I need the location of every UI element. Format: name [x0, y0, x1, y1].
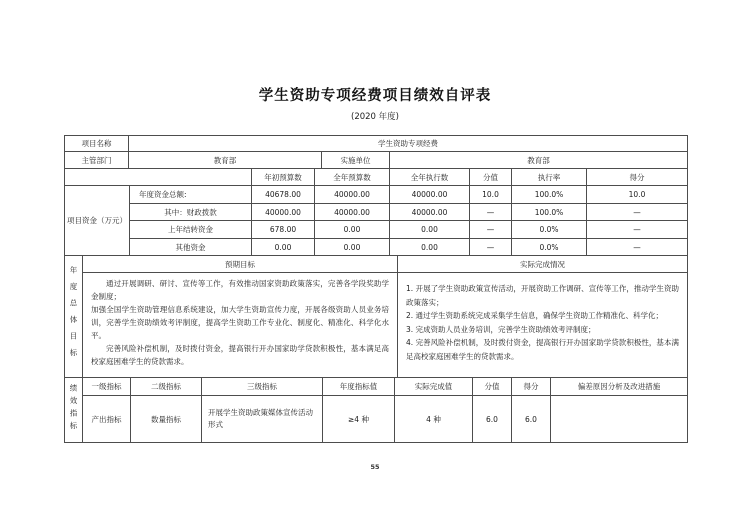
funds-cell-initial: 0.00 [252, 239, 315, 256]
funds-cell-points: — [470, 204, 512, 221]
department-row [65, 152, 688, 169]
indicators-table [64, 377, 688, 443]
funds-cell-annual: 0.00 [315, 239, 390, 256]
expected-goal-text [83, 273, 398, 378]
funds-row-label: 上年结转资金 [130, 221, 252, 239]
funds-cell-score: 10.0 [587, 186, 688, 204]
indicators-header-points: 分值 [473, 378, 512, 396]
indicators-header-annual-target: 年度指标值 [323, 378, 395, 396]
actual-completion-text [398, 273, 688, 378]
actual-completion-item-1: 1. 开展了学生资助政策宣传活动，开展资助工作调研、宣传等工作，推动学生资助政策落实； [406, 284, 679, 307]
implementer-value: 教育部 [390, 152, 688, 169]
actual-completion-header: 实际完成情况 [398, 256, 688, 273]
indicator-actual-value: 4 种 [395, 396, 473, 443]
funds-cell-initial: 678.00 [252, 221, 315, 239]
funds-header-exec-rate: 执行率 [512, 169, 587, 186]
funds-cell-annual: 0.00 [315, 221, 390, 239]
funds-cell-annual: 40000.00 [315, 186, 390, 204]
indicators-header-level1: 一级指标 [83, 378, 131, 396]
funds-table [64, 168, 688, 256]
funds-row-label: 其他资金 [130, 239, 252, 256]
funds-cell-initial: 40678.00 [252, 186, 315, 204]
annual-goal-section-label [65, 256, 83, 378]
funds-row-total [65, 186, 688, 204]
basic-info-table [64, 135, 688, 169]
funds-header-empty-cell [65, 169, 252, 186]
indicators-header-row [65, 378, 688, 396]
expected-goal-paragraph-3: 完善风险补偿机制，及时拨付资金，提高银行开办国家助学贷款积极性，基本满足高校家庭困难学生的贷款需求。 [91, 344, 389, 366]
funds-cell-points: — [470, 239, 512, 256]
funds-cell-exec-rate: 0.0% [512, 239, 587, 256]
funds-header-annual-budget: 全年预算数 [315, 169, 390, 186]
funds-header-points: 分值 [470, 169, 512, 186]
indicator-score-value: 6.0 [512, 396, 551, 443]
indicator-row [65, 396, 688, 443]
indicators-header-level3: 三级指标 [202, 378, 323, 396]
funds-cell-exec-rate: 100.0% [512, 204, 587, 221]
goal-header-row [65, 256, 688, 273]
annual-goal-vertical-text: 年度总体目标 [69, 265, 78, 365]
funds-cell-initial: 40000.00 [252, 204, 315, 221]
indicators-vertical-text: 绩效指标 [69, 383, 78, 434]
funds-cell-executed: 0.00 [390, 239, 470, 256]
supervisor-value: 教育部 [129, 152, 322, 169]
indicators-header-level2: 二级指标 [131, 378, 202, 396]
implementer-label: 实施单位 [322, 152, 390, 169]
indicator-level1-value: 产出指标 [83, 396, 131, 443]
indicators-header-actual-value: 实际完成值 [395, 378, 473, 396]
indicator-level3-value: 开展学生资助政策媒体宣传活动形式 [202, 396, 323, 443]
actual-completion-item-3: 3. 完成资助人员业务培训，完善学生资助绩效考评制度； [406, 324, 596, 334]
funds-cell-executed: 40000.00 [390, 186, 470, 204]
indicator-points-value: 6.0 [473, 396, 512, 443]
funds-header-initial-budget: 年初预算数 [252, 169, 315, 186]
funds-cell-executed: 40000.00 [390, 204, 470, 221]
annual-goal-table [64, 255, 688, 378]
project-name-label: 项目名称 [65, 136, 129, 152]
indicators-section-label [65, 378, 83, 443]
funds-section-label: 项目资金（万元） [65, 186, 130, 256]
page-title: 学生资助专项经费项目绩效自评表 [258, 88, 492, 104]
funds-cell-exec-rate: 0.0% [512, 221, 587, 239]
project-name-value: 学生资助专项经费 [129, 136, 688, 152]
supervisor-label: 主管部门 [65, 152, 129, 169]
indicator-deviation-value [551, 396, 688, 443]
page-number: 55 [370, 463, 380, 471]
indicator-annual-target-value: ≥4 种 [323, 396, 395, 443]
funds-header-score: 得分 [587, 169, 688, 186]
funds-cell-points: — [470, 221, 512, 239]
actual-completion-item-4: 4. 完善风险补偿机制，及时拨付资金，提高银行开办国家助学贷款积极性，基本满足高校家庭困难学生的贷款需求。 [406, 338, 679, 361]
funds-row-label: 年度资金总额: [130, 186, 252, 204]
project-name-row [65, 136, 688, 152]
expected-goal-header: 预期目标 [83, 256, 398, 273]
funds-cell-points: 10.0 [470, 186, 512, 204]
indicators-header-deviation: 偏差原因分析及改进措施 [551, 378, 688, 396]
funds-cell-score: — [587, 239, 688, 256]
funds-cell-exec-rate: 100.0% [512, 186, 587, 204]
funds-cell-score: — [587, 221, 688, 239]
expected-goal-paragraph-1: 通过开展调研、研讨、宣传等工作，有效推动国家资助政策落实，完善各学段奖助学金制度； [91, 279, 389, 301]
funds-row-label: 其中：财政拨款 [130, 204, 252, 221]
indicators-header-score: 得分 [512, 378, 551, 396]
evaluation-table [64, 135, 687, 443]
indicator-level2-value: 数量指标 [131, 396, 202, 443]
expected-goal-paragraph-2: 加强全国学生资助管理信息系统建设，加大学生资助宣传力度，开展各级资助人员业务培训，完善学生资助绩效考评制度，提高学生资助工作专业化、制度化、精准化、科学化水平。 [91, 305, 389, 340]
funds-row-fiscal [65, 204, 688, 221]
funds-row-carryover [65, 221, 688, 239]
funds-cell-score: — [587, 204, 688, 221]
page-subtitle-year: (2020 年度) [351, 112, 399, 122]
goal-content-row [65, 273, 688, 378]
funds-cell-annual: 40000.00 [315, 204, 390, 221]
actual-completion-item-2: 2. 通过学生资助系统完成采集学生信息，确保学生资助工作精准化、科学化； [406, 311, 664, 320]
funds-cell-executed: 0.00 [390, 221, 470, 239]
funds-header-row [65, 169, 688, 186]
funds-row-other [65, 239, 688, 256]
funds-header-executed: 全年执行数 [390, 169, 470, 186]
